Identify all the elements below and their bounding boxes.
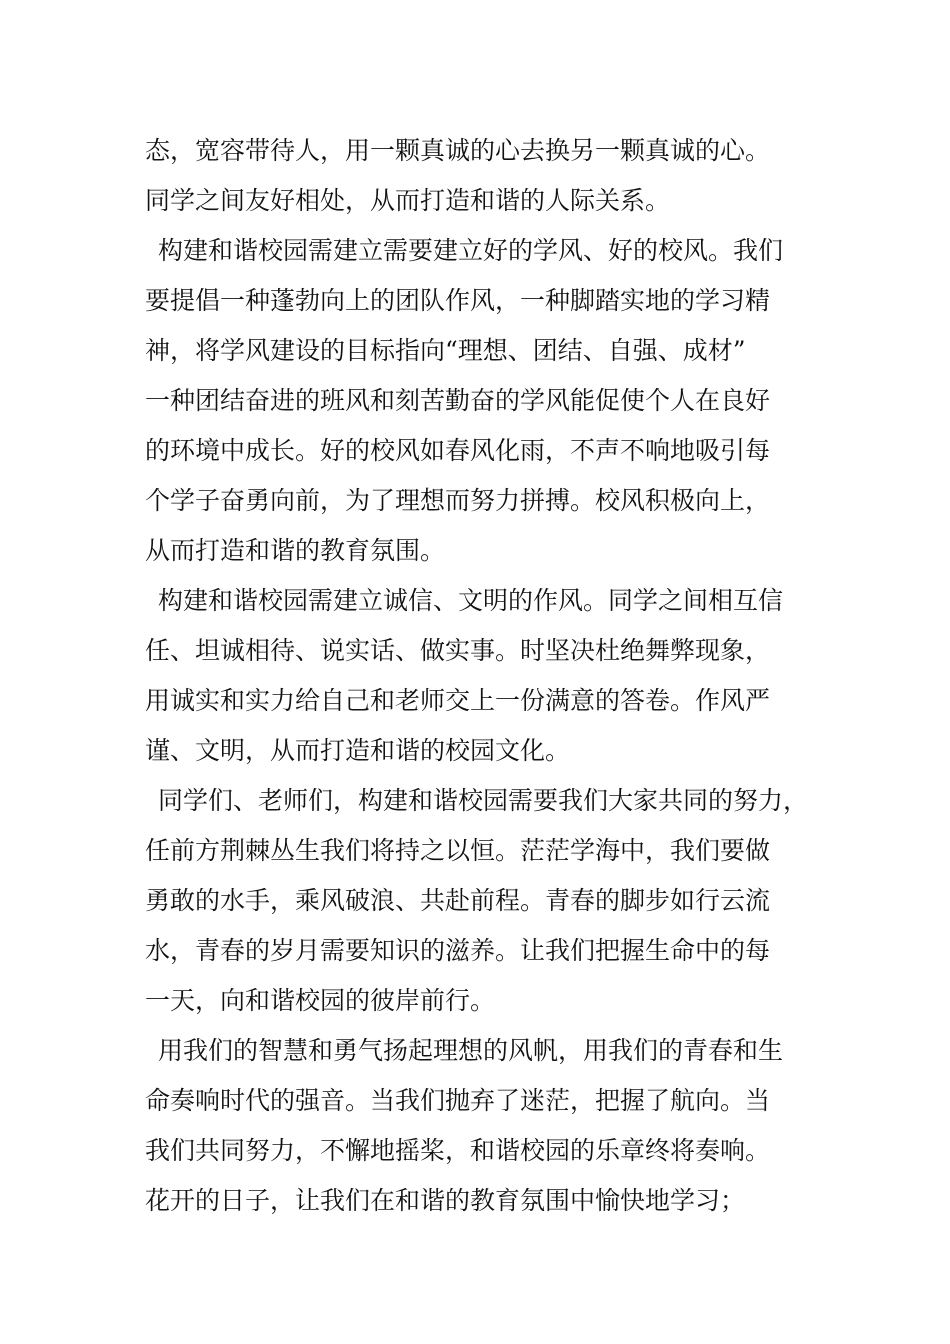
text-line: 花开的日子，让我们在和谐的教育氛围中愉快地学习； [145,1186,746,1215]
text-line: 水，青春的岁月需要知识的滋养。让我们把握生命中的每 [145,936,771,965]
paragraph-start-line: 构建和谐校园需建立需要建立好的学风、好的校风。我们 [158,236,784,265]
text-line: 态，宽容带待人，用一颗真诚的心去换另一颗真诚的心。 [145,136,771,165]
text-line: 一天，向和谐校园的彼岸前行。 [145,986,496,1015]
text-line: 任、坦诚相待、说实话、做实事。时坚决杜绝舞弊现象， [145,636,771,665]
text-line: 任前方荆棘丛生我们将持之以恒。茫茫学海中，我们要做 [145,836,771,865]
text-line: 一种团结奋进的班风和刻苦勤奋的学风能促使个人在良好 [145,386,771,415]
text-line: 用诚实和实力给自己和老师交上一份满意的答卷。作风严 [145,686,771,715]
body-text [145,126,845,1226]
text-line: 的环境中成长。好的校风如春风化雨，不声不响地吸引每 [145,436,771,465]
paragraph-start-line: 构建和谐校园需建立诚信、文明的作风。同学之间相互信 [158,586,784,615]
text-line: 命奏响时代的强音。当我们抛弃了迷茫，把握了航向。当 [145,1086,771,1115]
text-line: 同学之间友好相处，从而打造和谐的人际关系。 [145,186,671,215]
paragraph-start-line: 用我们的智慧和勇气扬起理想的风帆，用我们的青春和生 [158,1036,784,1065]
text-line: 勇敢的水手，乘风破浪、共赴前程。青春的脚步如行云流 [145,886,771,915]
text-line: 神，将学风建设的目标指向“理想、团结、自强、成材” [145,336,746,365]
text-line: 从而打造和谐的教育氛围。 [145,536,446,565]
text-line: 要提倡一种蓬勃向上的团队作风，一种脚踏实地的学习精 [145,286,771,315]
paragraph-start-line: 同学们、老师们，构建和谐校园需要我们大家共同的努力， [158,786,809,815]
text-line: 我们共同努力，不懈地摇桨，和谐校园的乐章终将奏响。 [145,1136,771,1165]
text-line: 个学子奋勇向前，为了理想而努力拼搏。校风积极向上， [145,486,771,515]
text-line: 谨、文明，从而打造和谐的校园文化。 [145,736,571,765]
